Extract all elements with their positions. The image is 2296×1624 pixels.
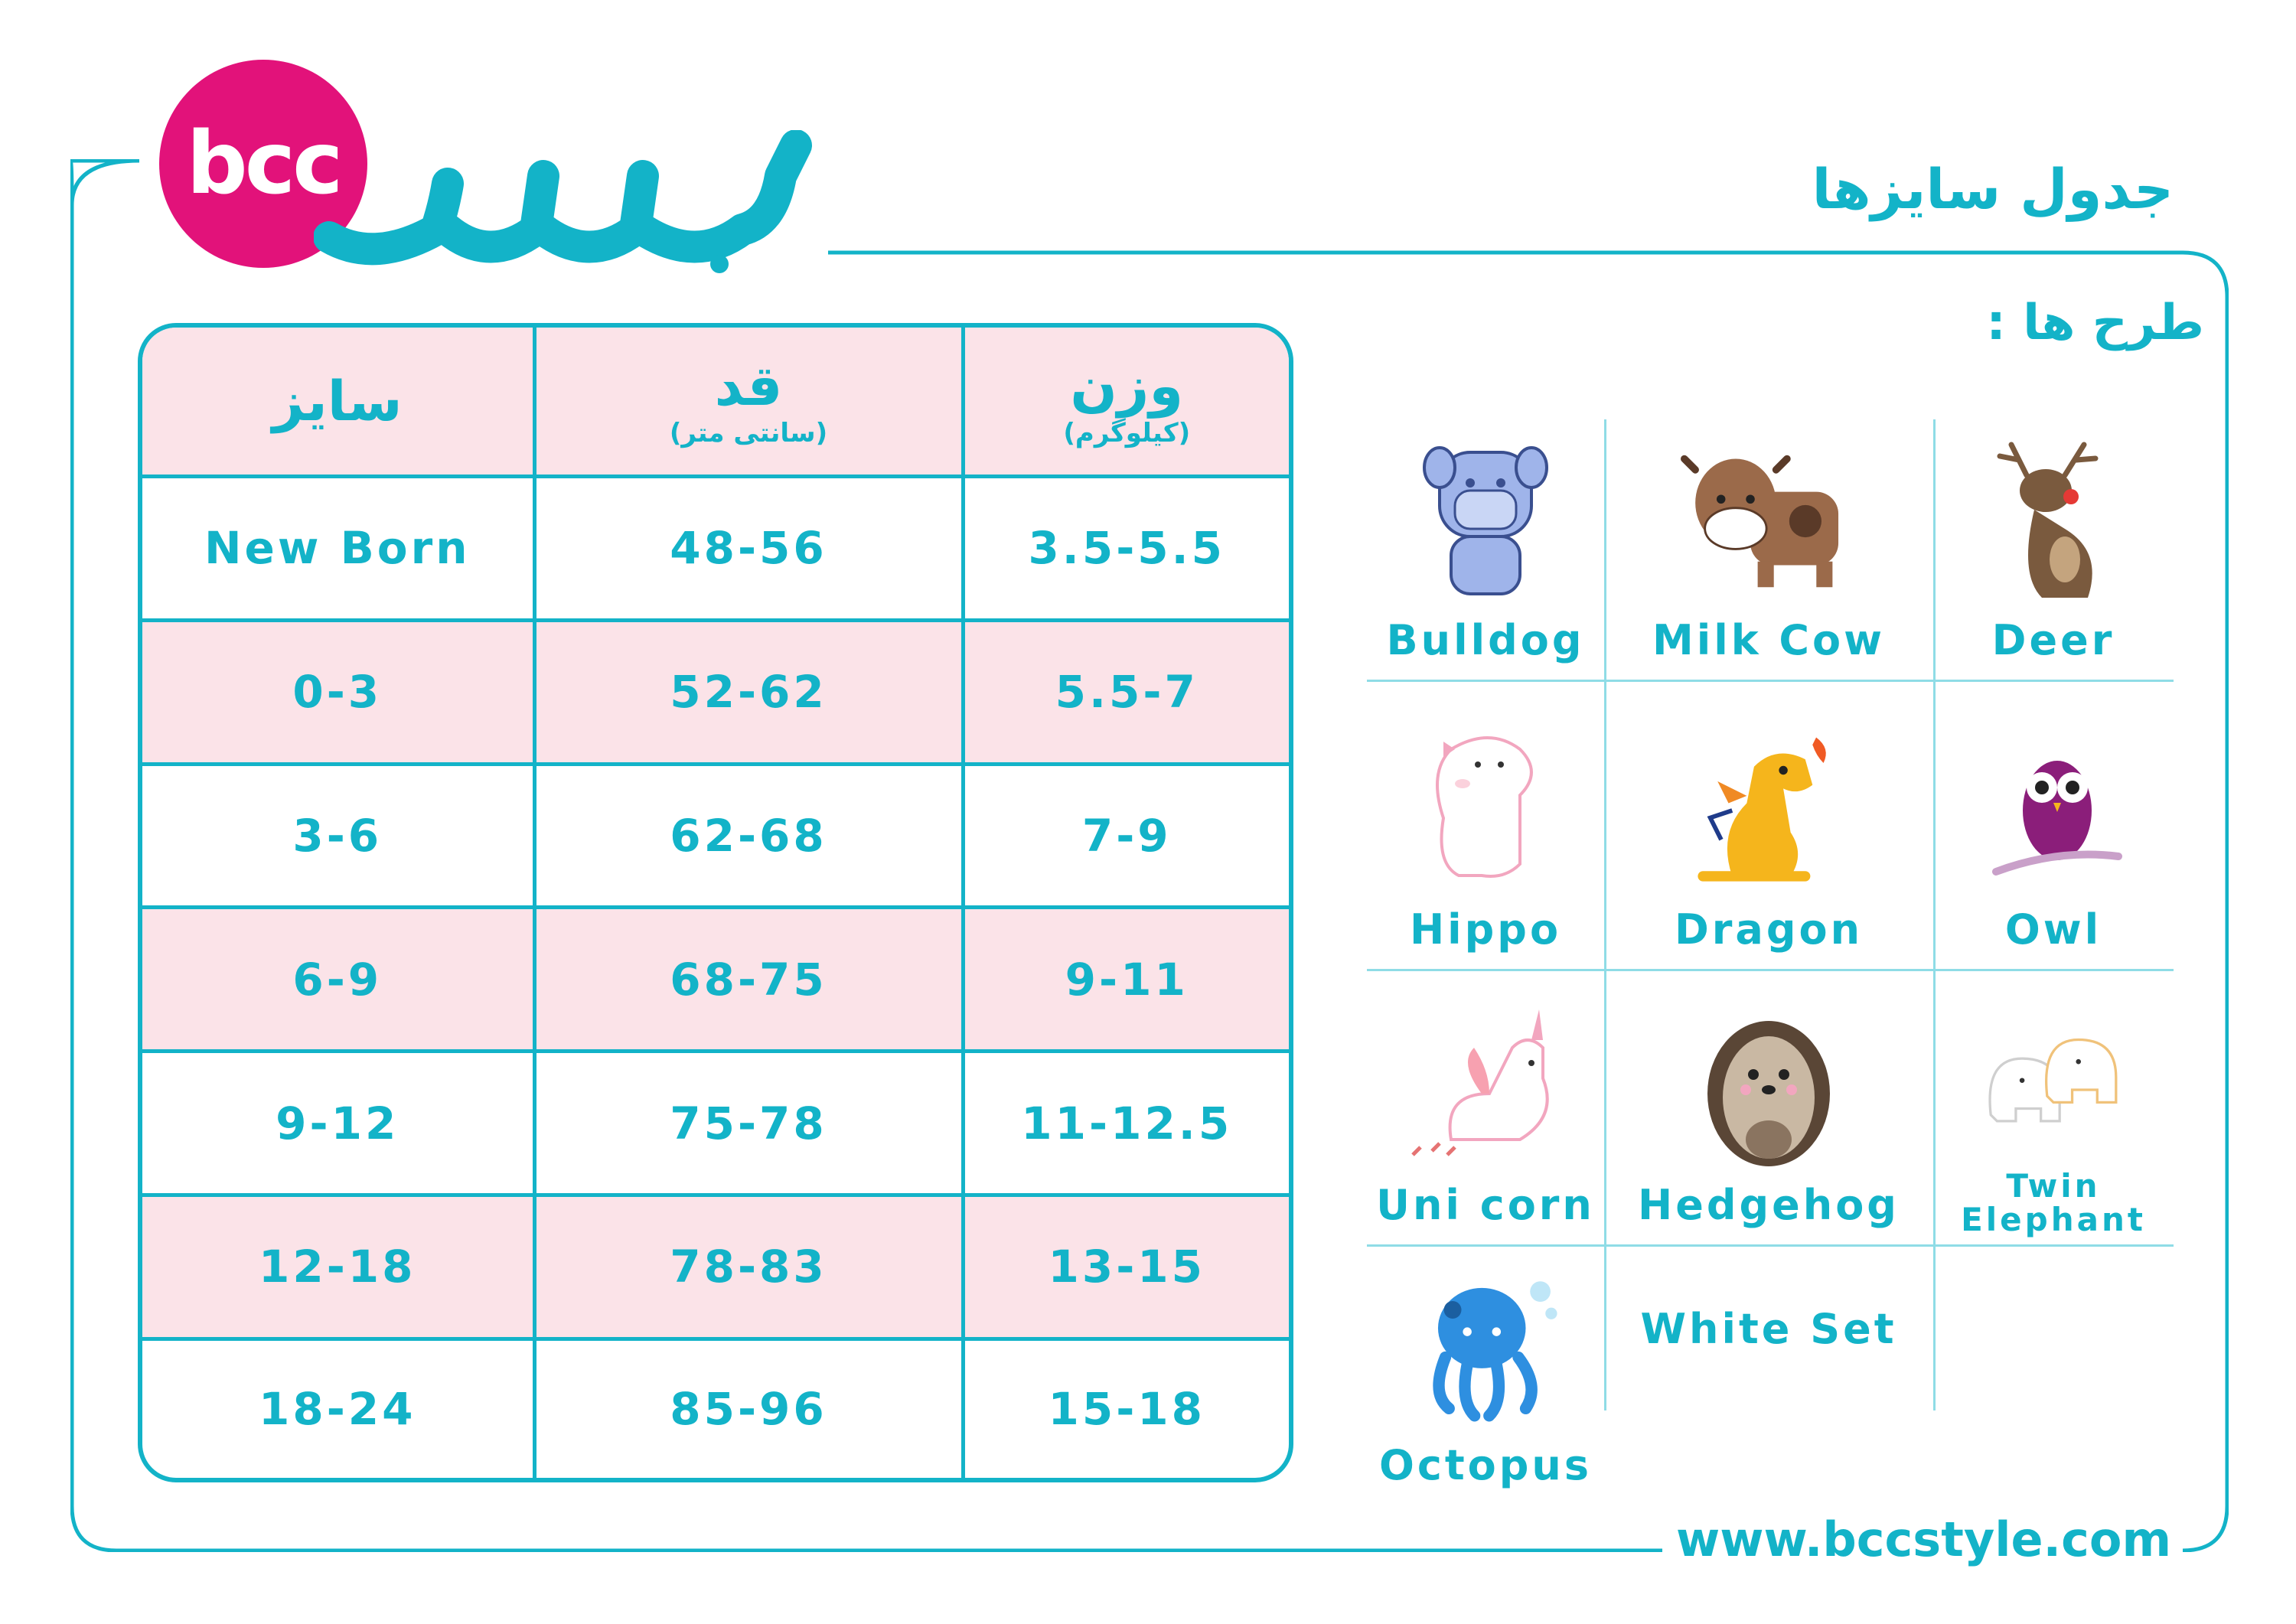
design-deer	[1933, 419, 2174, 664]
design-octopus	[1367, 1244, 1604, 1489]
cell-height: 62-68	[534, 764, 963, 908]
cell-height: 78-83	[534, 1195, 963, 1339]
design-hedgehog	[1604, 969, 1933, 1229]
table-row	[142, 1195, 1289, 1339]
elephant-icon	[1962, 1021, 2145, 1159]
octopus-icon	[1405, 1270, 1566, 1430]
cow-icon	[1681, 437, 1857, 605]
cell-size: 3-6	[142, 764, 534, 908]
website-link[interactable]: www.bccstyle.com	[1676, 1511, 2172, 1567]
design-owl	[1933, 680, 2174, 954]
cell-weight: 5.5-7	[963, 620, 1289, 764]
design-label: Twin Elephant	[1961, 1167, 2146, 1238]
cell-size: New Born	[142, 477, 534, 621]
cell-size: 0-3	[142, 620, 534, 764]
header-height: قد (سانتی متر)	[534, 328, 963, 477]
cell-height: 52-62	[534, 620, 963, 764]
design-label: Bulldog	[1386, 616, 1585, 664]
cell-height: 75-78	[534, 1052, 963, 1195]
design-label: Octopus	[1378, 1441, 1593, 1489]
unicorn-icon	[1405, 1002, 1566, 1170]
designs-heading: طرح ها :	[1986, 295, 2204, 351]
design-dragon	[1604, 680, 1933, 954]
cell-weight: 11-12.5	[963, 1052, 1289, 1195]
cell-weight: 15-18	[963, 1339, 1289, 1478]
table-row	[142, 764, 1289, 908]
cell-weight: 9-11	[963, 908, 1289, 1052]
design-white-set	[1604, 1244, 1933, 1413]
cell-weight: 3.5-5.5	[963, 477, 1289, 621]
design-label: Dragon	[1674, 905, 1864, 954]
logo-persian-wordmark	[314, 130, 819, 276]
deer-icon	[1981, 437, 2126, 605]
header-weight: وزن (کیلوگرم)	[963, 328, 1289, 477]
cell-height: 85-96	[534, 1339, 963, 1478]
table-header-row	[142, 328, 1289, 477]
cell-size: 6-9	[142, 908, 534, 1052]
table-row	[142, 477, 1289, 621]
cell-height: 48-56	[534, 477, 963, 621]
design-label: Owl	[2004, 905, 2102, 954]
cell-size: 18-24	[142, 1339, 534, 1478]
design-twin-elephant	[1933, 969, 2174, 1237]
owl-icon	[1981, 726, 2126, 895]
design-label: Hedgehog	[1638, 1181, 1900, 1229]
cell-weight: 13-15	[963, 1195, 1289, 1339]
designs-grid	[1367, 419, 2174, 1491]
design-label: Deer	[1991, 616, 2115, 664]
header-size: سایز	[142, 328, 534, 477]
page-title: جدول سایزها	[1812, 157, 2174, 221]
design-milk-cow	[1604, 419, 1933, 664]
table-row	[142, 1339, 1289, 1478]
table-row	[142, 620, 1289, 764]
design-label: Uni corn	[1376, 1181, 1595, 1229]
table-row	[142, 908, 1289, 1052]
cell-size: 9-12	[142, 1052, 534, 1195]
design-unicorn	[1367, 969, 1604, 1229]
design-label: Milk Cow	[1652, 616, 1886, 664]
bulldog-icon	[1413, 437, 1558, 605]
design-label: Hippo	[1409, 905, 1562, 954]
design-hippo	[1367, 680, 1604, 954]
cell-height: 68-75	[534, 908, 963, 1052]
cell-size: 12-18	[142, 1195, 534, 1339]
hedgehog-icon	[1696, 1002, 1841, 1170]
hippo-icon	[1413, 726, 1558, 895]
cell-weight: 7-9	[963, 764, 1289, 908]
design-bulldog	[1367, 419, 1604, 664]
dragon-icon	[1688, 726, 1849, 895]
size-table	[138, 323, 1293, 1482]
design-label: White Set	[1640, 1304, 1897, 1353]
logo-text: bcc	[186, 114, 341, 214]
table-row	[142, 1052, 1289, 1195]
